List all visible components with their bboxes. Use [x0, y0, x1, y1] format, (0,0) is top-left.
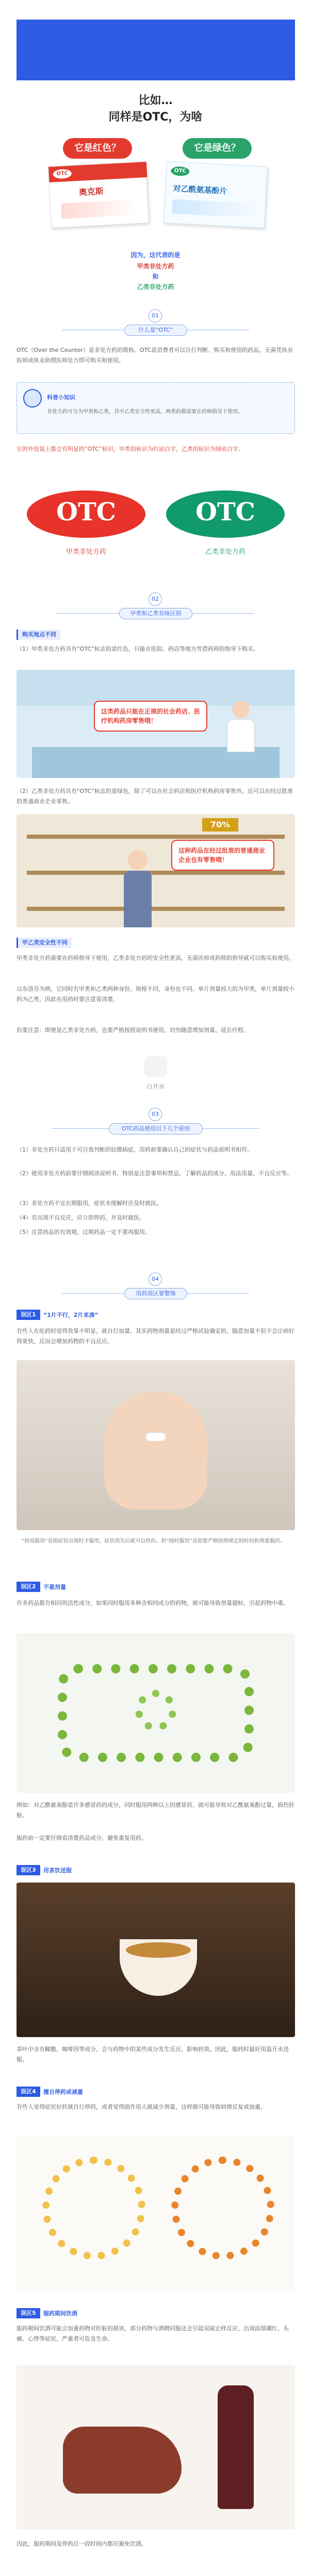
- misconception2-text3: 服药前一定要仔细看清楚药品成分，避免重复用药。: [17, 1835, 147, 1841]
- section4-title: 用药误区要警惕: [124, 1288, 187, 1299]
- section2-tag: 购买地点不同: [17, 630, 60, 640]
- signature: 白开水: [146, 1083, 165, 1090]
- section3-number: 03: [149, 1108, 162, 1121]
- principle-4: （4）若出现不良反应，应立即停药，并及时就医。: [17, 1214, 145, 1221]
- section3-title: OTC药品使用以下几个原则: [109, 1123, 203, 1134]
- divider-line: [52, 1128, 113, 1129]
- section1-otc-paragraph: 它的外包装上都会有明显的“OTC”标识，甲类的标识为红底白字，乙类的标识为绿底白字。: [17, 446, 244, 452]
- pill-hand-photo: [17, 1360, 295, 1530]
- otc-green-logo-text: OTC: [195, 498, 255, 527]
- misconception2-text1: 许多药品都有相同的活性成分，如果同时服用多种含相同成分的药物，就可能导致剂量超标，引起药物中毒。: [17, 1600, 289, 1606]
- medicine-box-right: [163, 161, 268, 228]
- intro-line3: 和: [152, 273, 159, 280]
- otc-green-mini-icon: OTC: [171, 166, 190, 176]
- divider-line: [57, 613, 124, 614]
- misconception3-text: 茶叶中含有鞣酸、咖啡因等成分，会与药物中的某些成分发生反应，影响药效。因此，服药时最好用温开水送服。: [17, 2046, 289, 2063]
- hero-line2: 同样是OTC，为啥: [108, 111, 203, 124]
- divider-line: [187, 1293, 249, 1294]
- section2-paragraph2: （2）乙类非处方药具有“OTC”标志的是绿色，除了可以在社会药店和医疗机构药房零售外，还可以在经过批准的普通商业企业零售。: [17, 788, 293, 805]
- pharmacist-avatar: [23, 389, 42, 408]
- otc-green-label: 乙类非处方药: [205, 548, 245, 556]
- otc-green-logo: [166, 490, 285, 538]
- otc-red-label: 甲类非处方药: [66, 548, 106, 556]
- section1-title: 什么是“OTC”: [124, 325, 187, 336]
- shelf-sign: 70%: [202, 818, 238, 832]
- green-pills-photo: [17, 1633, 295, 1793]
- misconception2-text2: 例如：对乙酰氨基酚是许多感冒药的成分，同时服用两种以上的感冒药，就可能导致对乙酰氨基酚过量，损伤肝脏。: [17, 1802, 294, 1819]
- intro-line1: 因为，这代表的是: [130, 251, 181, 259]
- principle-1: （1）非处方药只适用于可自我判断的轻微病症，用药前要确认自己的症状与药品说明书相符。: [17, 1146, 253, 1153]
- divider-line: [187, 613, 254, 614]
- speech-bubble-1: 这类药品只能在正规的社会药店、医疗机构药房零售哦！: [94, 701, 207, 732]
- section2-paragraph3: 甲类非处方药需要在药师指导下使用，乙类非处方药的安全性更高，无需医师或药师的指导就可以购买和使用。: [17, 955, 294, 961]
- section2-number: 02: [149, 592, 162, 606]
- misconception1-title: “1片不行，2片来凑”: [43, 1312, 99, 1318]
- note-box: [17, 382, 295, 434]
- otc-red-logo: [27, 490, 145, 538]
- hero-section: [0, 0, 311, 242]
- wine-bottle-icon: [218, 2385, 254, 2509]
- liver-wine-illustration: [17, 2365, 295, 2530]
- otc-red-logo-text: OTC: [56, 498, 116, 527]
- bubble-red: 它是红色？: [63, 138, 132, 159]
- hero-line1: 比如…: [138, 94, 173, 107]
- sad-face-icon: [171, 2157, 274, 2260]
- section1-number: 01: [149, 309, 162, 323]
- shopper-figure: [120, 850, 156, 927]
- hero-banner: [17, 20, 295, 80]
- speech-bubble-2: 这种药品在经过批准的普通商业企业也有零售哦！: [171, 840, 274, 871]
- supermarket-illustration: [17, 814, 295, 927]
- misconception5-text1: 服药期间饮酒可能会加重药物对肝脏的损害，部分药物与酒精同服还会引起双硫仑样反应，出现面部潮红、头痛、心悸等症状，严重者可危及生命。: [17, 2325, 289, 2342]
- divider-line: [62, 1293, 124, 1294]
- section2-paragraph5: 但要注意：即便是乙类非处方药，也要严格按照说明书使用，切勿随意增加剂量、延长疗程。: [17, 1027, 249, 1033]
- section4-number: 04: [149, 1273, 162, 1286]
- principle-3: （3）非处方药不宜长期服用，症状未缓解时应及时就医。: [17, 1200, 162, 1207]
- misconception1-caption: “按需服用”是指症状出现时才服用，症状消失后就可以停药。但“按时服用”是指要严格按照规定的时间和剂量服药。: [22, 1538, 285, 1544]
- note-label: 科普小知识: [47, 394, 75, 401]
- liver-icon: [63, 2427, 182, 2494]
- misconception4-text: 有些人觉得症状好转就自行停药，或者觉得副作用大就减少剂量，这样做可能导致病情反复或加重。: [17, 2104, 266, 2110]
- bubble-green: 它是绿色？: [183, 138, 252, 159]
- otc-red-mini-icon: OTC: [53, 169, 72, 179]
- pharmacy-illustration: [17, 670, 295, 778]
- misconception3-tag: 误区3: [17, 1865, 40, 1875]
- section2-paragraph1: （1）甲类非处方药具有“OTC”标志的是红色，只能在医院、药店等地方凭借药师的指导下购买。: [17, 646, 259, 652]
- misconception5-title: 服药期间饮酒: [43, 2310, 77, 2317]
- happy-face-icon: [42, 2157, 145, 2260]
- note-text: 非处方药可分为甲类和乙类，其中乙类安全性更高。两类药都需要在药师指导下使用。: [47, 409, 243, 415]
- tea-cup-photo: [17, 1883, 295, 2037]
- section1-paragraph: OTC（Over the Counter）是非处方药的简称。OTC是消费者可以自行判断、购买和使用的药品，无需凭执业医师或执业助理医师处方即可购买和使用。: [17, 347, 293, 364]
- misconception1-text: 有些人在吃药时觉得效果不明显，就自行加量。其实药物剂量是经过严格试验确定的，随意加量不但不会让病好得更快，反而会增加药物的不良反应。: [17, 1328, 294, 1345]
- divider-line: [198, 1128, 259, 1129]
- section2-subtag: 甲乙类安全性不同: [17, 938, 72, 948]
- misconception2-title: 不重剂量: [43, 1584, 66, 1590]
- section-principles: [0, 1108, 311, 1273]
- medicine-box-left: [48, 161, 149, 228]
- principle-2: （2）使用非处方药前要仔细阅读说明书，特别是注意事项和禁忌，了解药品的成分、用法用量、不良反应等。: [17, 1170, 292, 1177]
- misconception4-title: 擅自停药或减量: [43, 2089, 83, 2095]
- misconception2-tag: 误区2: [17, 1582, 40, 1592]
- principle-5: （5）注意药品的有效期，过期药品一定不要再服用。: [17, 1229, 151, 1235]
- section2-title: 甲类和乙类有啥区别: [119, 608, 192, 619]
- misconception3-title: 用茶饮送服: [43, 1867, 72, 1874]
- misconception5-text2: 因此，服药期间及停药后一段时间内都应避免饮酒。: [17, 2540, 147, 2547]
- intro-section: [0, 242, 311, 299]
- misconception1-tag: 误区1: [17, 1310, 40, 1320]
- pharmacist-figure: [223, 701, 259, 752]
- pill-faces-photo: [17, 2136, 295, 2291]
- signature-mark: [144, 1056, 167, 1077]
- intro-line4: 乙类非处方药: [137, 283, 174, 291]
- box-left-name: 奥克斯: [78, 186, 104, 197]
- misconception5-tag: 误区5: [17, 2308, 40, 2318]
- misconception4-tag: 误区4: [17, 2087, 40, 2097]
- section2-paragraph4: 以布洛芬为例，它同时有甲类和乙类两种身份，规格不同，身份也不同。单片剂量较大的为甲类，单片剂量较小的为乙类，因此在用药时要注意看清楚。: [17, 986, 294, 1003]
- box-right-name: 对乙酰氨基酚片: [173, 183, 227, 196]
- section-misconceptions: [0, 1273, 311, 2576]
- intro-line2: 甲类非处方药: [137, 263, 174, 270]
